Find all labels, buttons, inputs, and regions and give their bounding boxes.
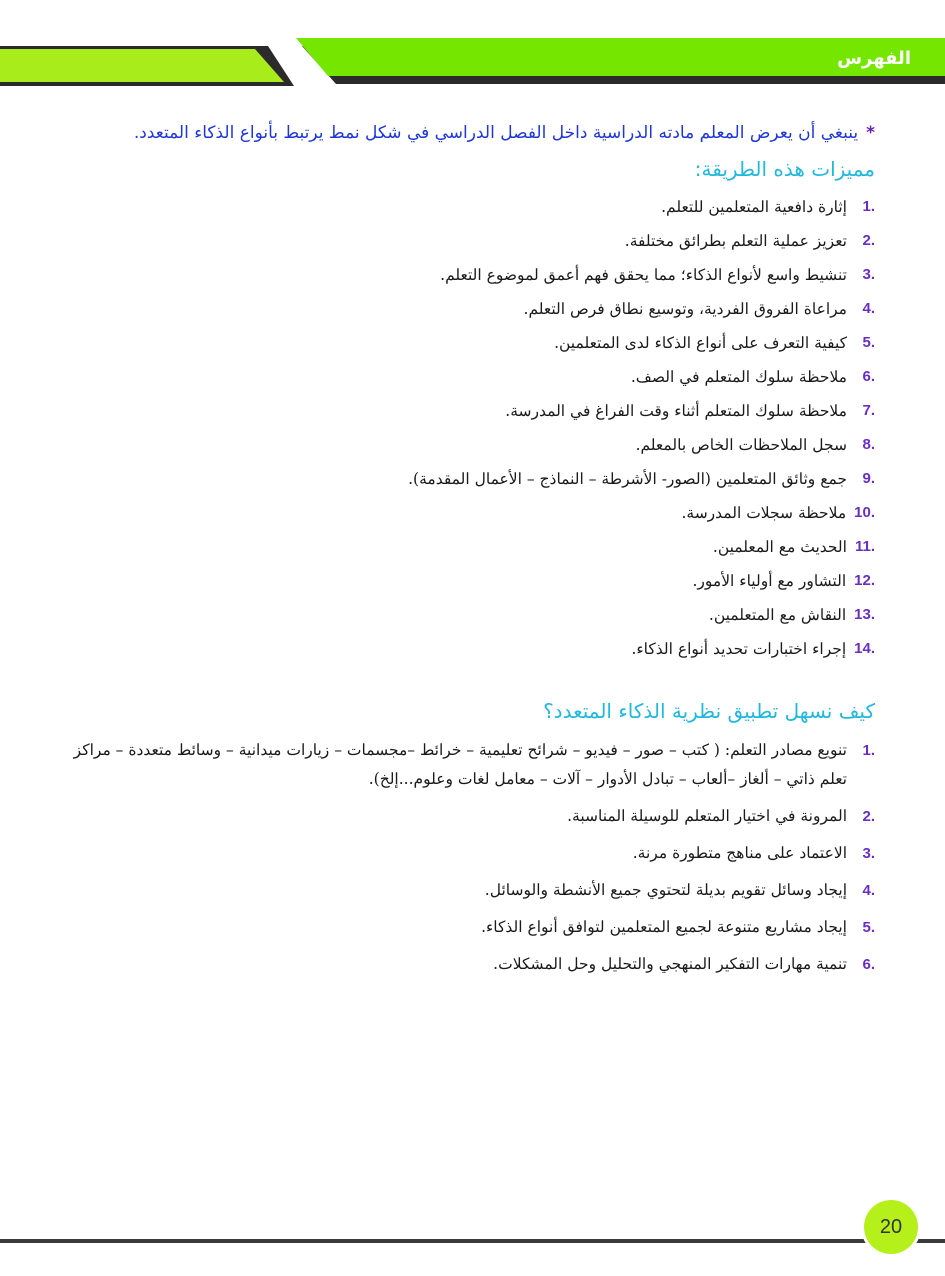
item-number: 12.	[854, 572, 875, 589]
item-text: تنويع مصادر التعلم: ( كتب – صور – فيديو – شرائح تعليمية – خرائط –مجسمات – زيارات ميدانية – وسائط متعددة – مراكز تعلم ذاتي – ألغاز –ألعاب – تبادل الأدوار – آلات – معامل لغات وعلوم...إلخ).	[73, 741, 847, 788]
item-text: إجراء اختبارات تحديد أنواع الذكاء.	[631, 640, 847, 658]
list-item	[60, 394, 875, 428]
item-number: 4.	[862, 300, 875, 317]
footer-rule	[0, 1239, 945, 1243]
section-heading-apply-theory: كيف نسهل تطبيق نظرية الذكاء المتعدد؟	[543, 699, 875, 723]
header-left-green-band	[0, 49, 284, 82]
item-text: المرونة في اختيار المتعلم للوسيلة المناسبة.	[567, 807, 847, 825]
item-number: 1.	[862, 742, 875, 759]
list-item	[60, 292, 875, 326]
item-number: 4.	[862, 882, 875, 899]
item-text: التشاور مع أولياء الأمور.	[692, 572, 847, 590]
list-item	[60, 909, 875, 946]
list-item	[60, 190, 875, 224]
item-text: إيجاد مشاريع متنوعة لجميع المتعلمين لتوافق أنواع الذكاء.	[481, 918, 847, 936]
list-item	[60, 564, 875, 598]
item-number: 3.	[862, 845, 875, 862]
item-number: 2.	[862, 808, 875, 825]
list-item	[60, 496, 875, 530]
intro-text: ينبغي أن يعرض المعلم مادته الدراسية داخل الفصل الدراسي في شكل نمط يرتبط بأنواع الذكاء المتعدد.	[133, 123, 859, 143]
item-number: 3.	[862, 266, 875, 283]
intro-paragraph	[60, 118, 875, 148]
item-text: مراعاة الفروق الفردية، وتوسيع نطاق فرص التعلم.	[523, 300, 847, 318]
item-text: ملاحظة سلوك المتعلم في الصف.	[630, 368, 847, 386]
list-item	[60, 224, 875, 258]
item-text: تنمية مهارات التفكير المنهجي والتحليل وحل المشكلات.	[493, 955, 847, 973]
item-number: 9.	[862, 470, 875, 487]
item-text: إيجاد وسائل تقويم بديلة لتحتوي جميع الأنشطة والوسائل.	[484, 881, 847, 899]
item-number: 13.	[854, 606, 875, 623]
item-text: الاعتماد على مناهج متطورة مرنة.	[632, 844, 847, 862]
item-text: جمع وثائق المتعلمين (الصور- الأشرطة – النماذج – الأعمال المقدمة).	[408, 470, 847, 488]
item-number: 6.	[862, 368, 875, 385]
item-number: 1.	[862, 198, 875, 215]
item-number: 11.	[854, 538, 875, 555]
list-item	[60, 946, 875, 983]
list-item	[60, 835, 875, 872]
item-number: 5.	[862, 334, 875, 351]
item-number: 6.	[862, 956, 875, 973]
features-list	[60, 190, 875, 666]
item-text: تعزيز عملية التعلم بطرائق مختلفة.	[624, 232, 847, 250]
list-item	[60, 872, 875, 909]
item-number: 5.	[862, 919, 875, 936]
item-text: إثارة دافعية المتعلمين للتعلم.	[661, 198, 847, 216]
header-title-index-link[interactable]: الفهرس	[837, 48, 911, 69]
item-text: الحديث مع المعلمين.	[712, 538, 847, 556]
page-number-badge: 20	[864, 1200, 918, 1254]
item-text: ملاحظة سلوك المتعلم أثناء وقت الفراغ في المدرسة.	[505, 402, 847, 420]
list-item	[60, 632, 875, 666]
item-text: ملاحظة سجلات المدرسة.	[681, 504, 847, 522]
star-bullet-icon: *	[866, 123, 875, 143]
item-number: 8.	[862, 436, 875, 453]
item-number: 2.	[862, 232, 875, 249]
item-text: كيفية التعرف على أنواع الذكاء لدى المتعلمين.	[554, 334, 847, 352]
list-item	[60, 360, 875, 394]
apply-theory-list	[60, 732, 875, 983]
item-text: النقاش مع المتعلمين.	[708, 606, 847, 624]
list-item	[60, 258, 875, 292]
list-item	[60, 530, 875, 564]
page-content	[60, 118, 875, 983]
item-text: تنشيط واسع لأنواع الذكاء؛ مما يحقق فهم أعمق لموضوع التعلم.	[440, 266, 847, 284]
item-number: 7.	[862, 402, 875, 419]
item-text: سجل الملاحظات الخاص بالمعلم.	[635, 436, 847, 454]
item-number: 10.	[854, 504, 875, 521]
section-heading-features: مميزات هذه الطريقة:	[694, 157, 875, 181]
item-number: 14.	[854, 640, 875, 657]
list-item	[60, 798, 875, 835]
list-item	[60, 598, 875, 632]
list-item	[60, 428, 875, 462]
list-item	[60, 326, 875, 360]
list-item	[60, 732, 875, 798]
list-item	[60, 462, 875, 496]
